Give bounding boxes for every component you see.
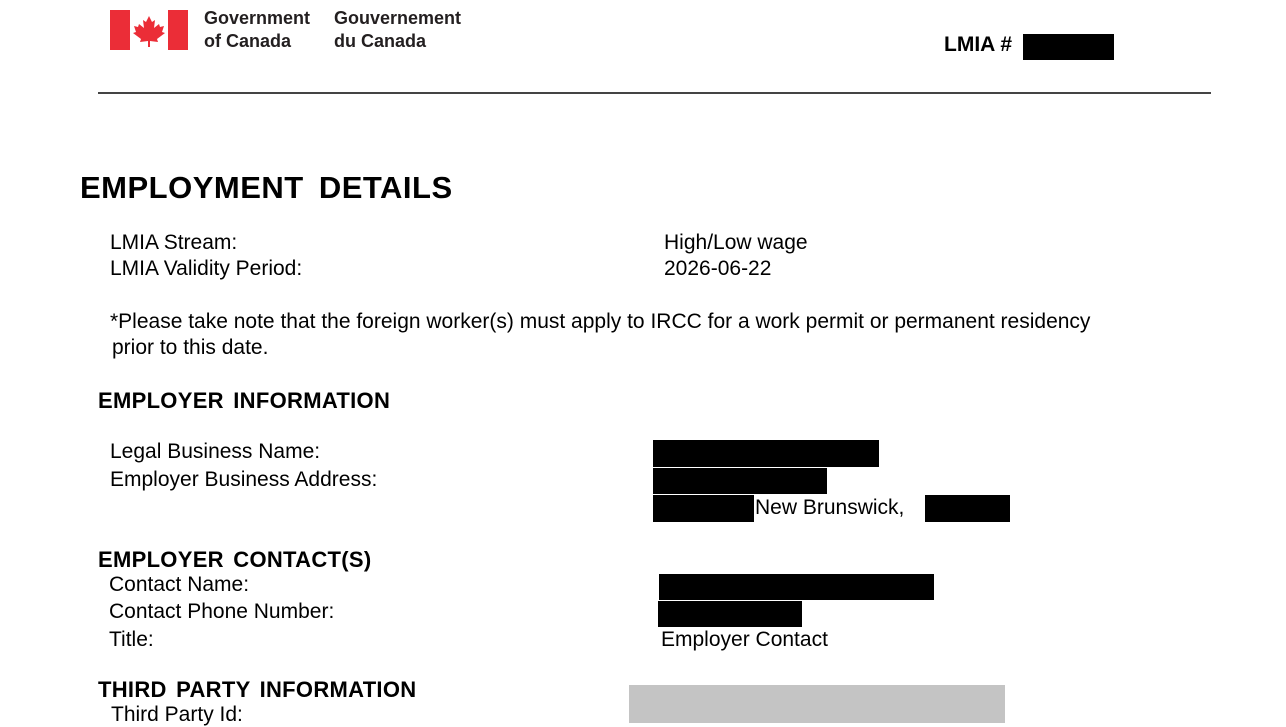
canada-flag-logo — [110, 10, 188, 50]
third-party-id-field — [629, 685, 1005, 723]
contact-title-value: Employer Contact — [661, 628, 828, 651]
redacted-postal-code — [925, 495, 1010, 522]
section-title-employer-information: EMPLOYER INFORMATION — [98, 388, 391, 413]
redacted-address-city — [653, 495, 754, 522]
gov-name-english — [204, 7, 310, 53]
validity-note-line2: prior to this date. — [112, 336, 269, 359]
lmia-number-label: LMIA # — [944, 33, 1013, 56]
contact-title-label: Title: — [109, 628, 154, 651]
redacted-contact-phone — [658, 601, 802, 627]
address-province: New Brunswick, — [755, 496, 905, 519]
lmia-validity-value: 2026-06-22 — [664, 257, 772, 280]
lmia-validity-label: LMIA Validity Period: — [110, 257, 303, 280]
redacted-legal-business-name — [653, 440, 879, 467]
header-divider — [98, 92, 1211, 94]
contact-name-label: Contact Name: — [109, 573, 250, 596]
third-party-id-label: Third Party Id: — [111, 703, 243, 726]
redacted-contact-name — [659, 574, 934, 600]
gov-en-line2: of Canada — [204, 31, 292, 51]
validity-note-line1: *Please take note that the foreign worker(s) must apply to IRCC for a work permit or permanent residency — [110, 310, 1091, 333]
legal-business-name-label: Legal Business Name: — [110, 440, 321, 463]
gov-en-line1: Government — [204, 8, 311, 28]
section-title-employer-contacts: EMPLOYER CONTACT(S) — [98, 547, 372, 572]
gov-name-french — [334, 7, 461, 53]
section-title-third-party: THIRD PARTY INFORMATION — [98, 677, 417, 702]
section-title-employment-details: EMPLOYMENT DETAILS — [80, 170, 453, 205]
gov-fr-line1: Gouvernement — [334, 8, 462, 28]
lmia-stream-value: High/Low wage — [664, 231, 808, 254]
redacted-address-line1 — [653, 468, 827, 494]
contact-phone-label: Contact Phone Number: — [109, 600, 335, 623]
redacted-lmia-number — [1023, 34, 1114, 60]
employer-address-label: Employer Business Address: — [110, 468, 378, 491]
lmia-stream-label: LMIA Stream: — [110, 231, 238, 254]
gov-fr-line2: du Canada — [334, 31, 427, 51]
